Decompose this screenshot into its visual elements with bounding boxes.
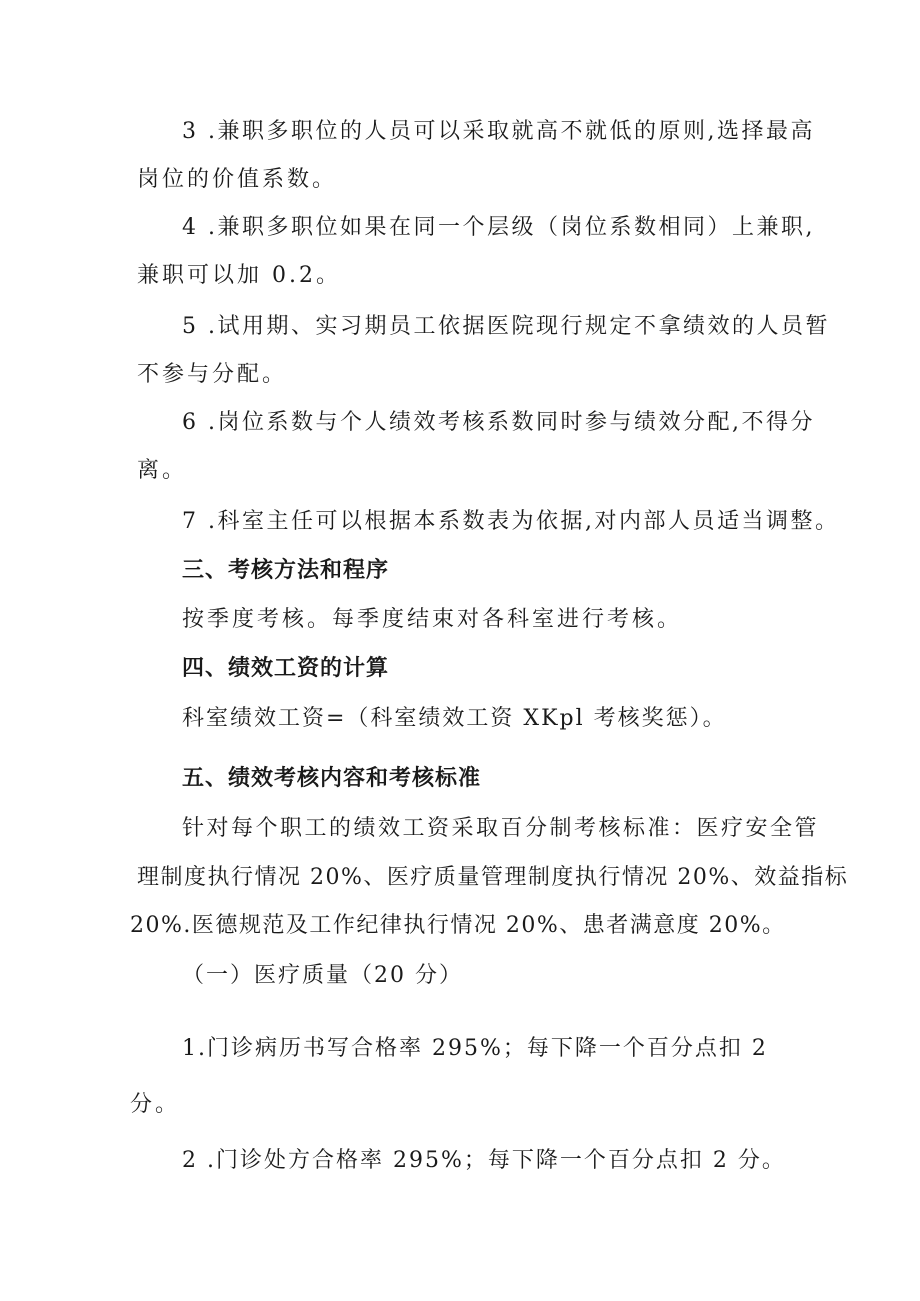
rule-1-line-1: 1.门诊病历书写合格率 295%；每下降一个百分点扣 2 <box>182 1036 768 1061</box>
item-3-line-1: 3 .兼职多职位的人员可以采取就高不就低的原则,选择最高 <box>182 119 815 144</box>
item-7-line-1: 7 .科室主任可以根据本系数表为依据,对内部人员适当调整。 <box>182 509 840 534</box>
section-5-subheading-1: （一）医疗质量（20 分） <box>182 963 463 988</box>
item-4-line-2: 兼职可以加 0.2。 <box>137 263 341 288</box>
item-4-line-1: 4 .兼职多职位如果在同一个层级（岗位系数相同）上兼职, <box>182 215 815 240</box>
section-3-text: 按季度考核。每季度结束对各科室进行考核。 <box>182 607 683 632</box>
section-5-heading: 五、绩效考核内容和考核标准 <box>182 766 482 791</box>
item-3-line-2: 岗位的价值系数。 <box>137 167 338 192</box>
section-3-heading: 三、考核方法和程序 <box>182 558 390 583</box>
section-4-text: 科室绩效工资=（科室绩效工资 XKpl 考核奖惩）。 <box>182 706 727 731</box>
section-5-para-line-3: 20%.医德规范及工作纪律执行情况 20%、患者满意度 20%。 <box>130 913 786 938</box>
rule-2-line: 2 .门诊处方合格率 295%；每下降一个百分点扣 2 分。 <box>182 1148 786 1173</box>
section-4-heading: 四、绩效工资的计算 <box>182 656 390 681</box>
item-6-line-2: 离。 <box>137 458 188 483</box>
rule-1-line-2: 分。 <box>130 1092 181 1117</box>
section-5-para-line-2: 理制度执行情况 20%、医疗质量管理制度执行情况 20%、效益指标 <box>137 865 849 890</box>
item-5-line-2: 不参与分配。 <box>137 362 288 387</box>
item-6-line-1: 6 .岗位系数与个人绩效考核系数同时参与绩效分配,不得分 <box>182 410 815 435</box>
item-5-line-1: 5 .试用期、实习期员工依据医院现行规定不拿绩效的人员暂 <box>182 314 830 339</box>
section-5-para-line-1: 针对每个职工的绩效工资采取百分制考核标准：医疗安全管 <box>182 816 820 841</box>
